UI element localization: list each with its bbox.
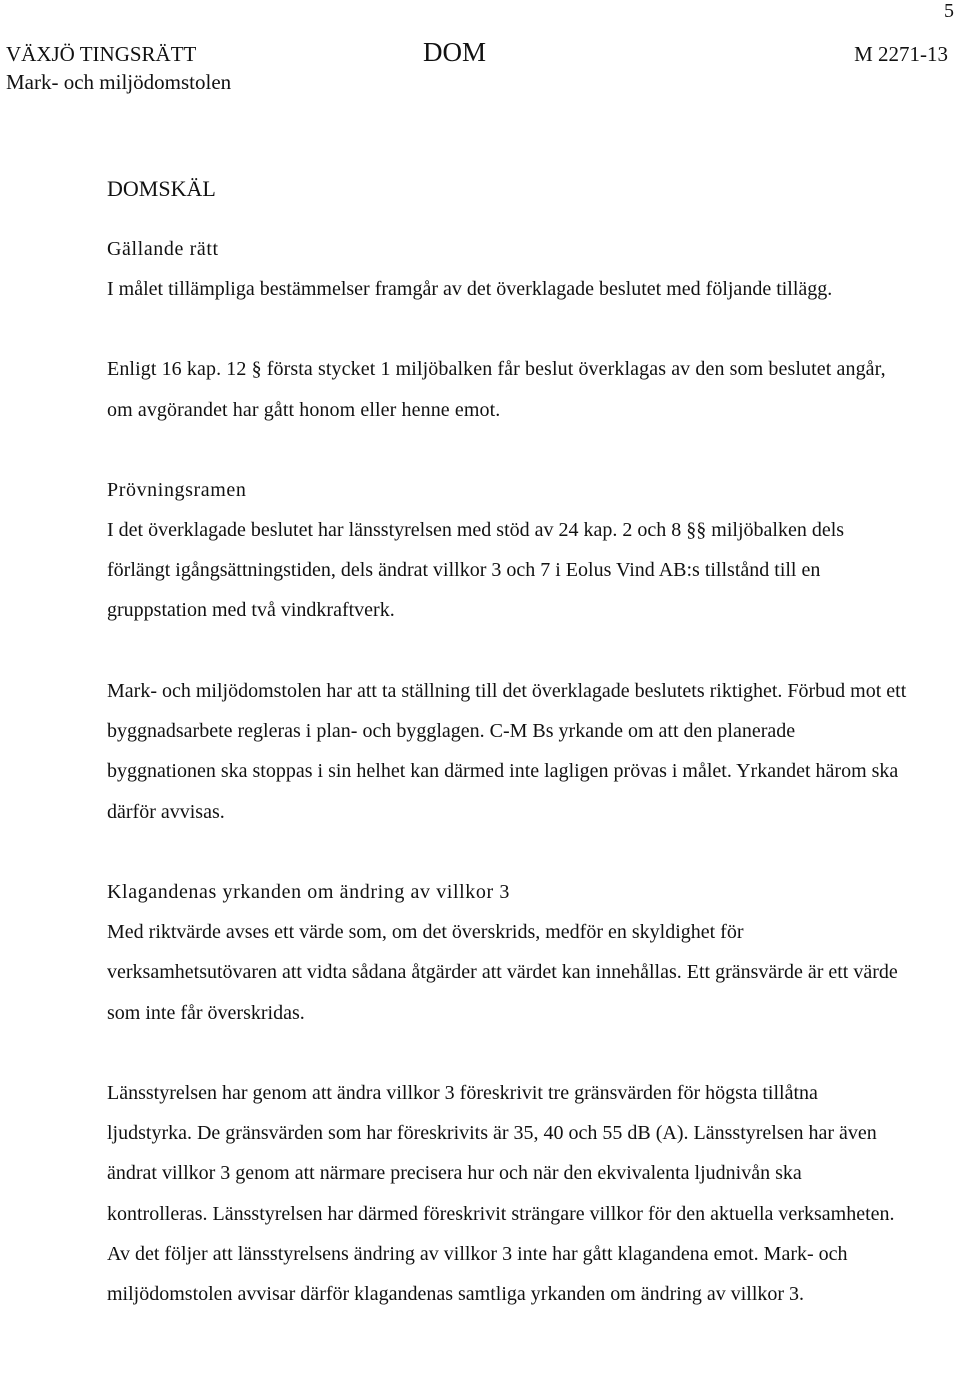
paragraph: Med riktvärde avses ett värde som, om det överskrids, medför en skyldighet för verksamhetsutövaren att vidta sådana åtgärder att värdet kan innehållas. Ett gränsvärde är ett värde som inte får överskridas. <box>107 920 898 1024</box>
court-title: VÄXJÖ TINGSRÄTT <box>6 42 197 66</box>
page-number: 5 <box>944 0 954 22</box>
subheading-gallande-ratt: Gällande rätt <box>107 238 219 260</box>
paragraph: Länsstyrelsen har genom att ändra villkor 3 föreskrivit tre gränsvärden för högsta tillåtna ljudstyrka. De gränsvärden som har föreskrivits är 35, 40 och 55 dB (A). Länsstyrelsen har även ändrat villkor 3 genom att närmare precisera hur och när den ekvivalenta ljudnivån ska kontrolleras. Länsstyrelsen har därmed föreskrivit strängare villkor för den aktuella verksamheten. Av det följer att länsstyrelsens ändring av villkor 3 inte har gått klagandena emot. Mark- och miljödomstolen avvisar därför klagandenas samtliga yrkanden om ändring av villkor 3. <box>107 1081 895 1306</box>
block-lansstyrelsen <box>107 1073 907 1315</box>
subheading-klagandenas-yrkanden: Klagandenas yrkanden om ändring av villkor 3 <box>107 880 510 903</box>
court-division: Mark- och miljödomstolen <box>6 70 232 94</box>
block-riktighet <box>107 671 907 832</box>
document-body <box>107 174 907 1355</box>
court-name <box>6 40 231 96</box>
block-gallande-ratt <box>107 229 907 309</box>
paragraph: I målet tillämpliga bestämmelser framgår av det överklagade beslutet med följande tillägg. <box>107 278 833 300</box>
case-number: M 2271-13 <box>854 42 948 66</box>
paragraph: Mark- och miljödomstolen har att ta ställning till det överklagade beslutets riktighet. Förbud mot ett byggnadsarbete regleras i plan- och bygglagen. C-M Bs yrkande om att den planerade byggnationen ska stoppas i sin helhet kan därmed inte lagligen prövas i målet. Yrkandet härom ska därför avvisas. <box>107 679 907 823</box>
block-provningsramen <box>107 470 907 631</box>
document-type: DOM <box>423 37 487 67</box>
paragraph: I det överklagade beslutet har länsstyrelsen med stöd av 24 kap. 2 och 8 §§ miljöbalken dels förlängt igångsättningstiden, dels ändrat villkor 3 och 7 i Eolus Vind AB:s tillstånd till en gruppstation med två vindkraftverk. <box>107 518 845 622</box>
block-villkor-3 <box>107 872 907 1033</box>
block-enligt <box>107 349 907 430</box>
section-title: DOMSKÄL <box>107 176 216 201</box>
paragraph: Enligt 16 kap. 12 § första stycket 1 miljöbalken får beslut överklagas av den som beslutet angår, om avgörandet har gått honom eller henne emot. <box>107 358 886 421</box>
subheading-provningsramen: Prövningsramen <box>107 478 247 501</box>
